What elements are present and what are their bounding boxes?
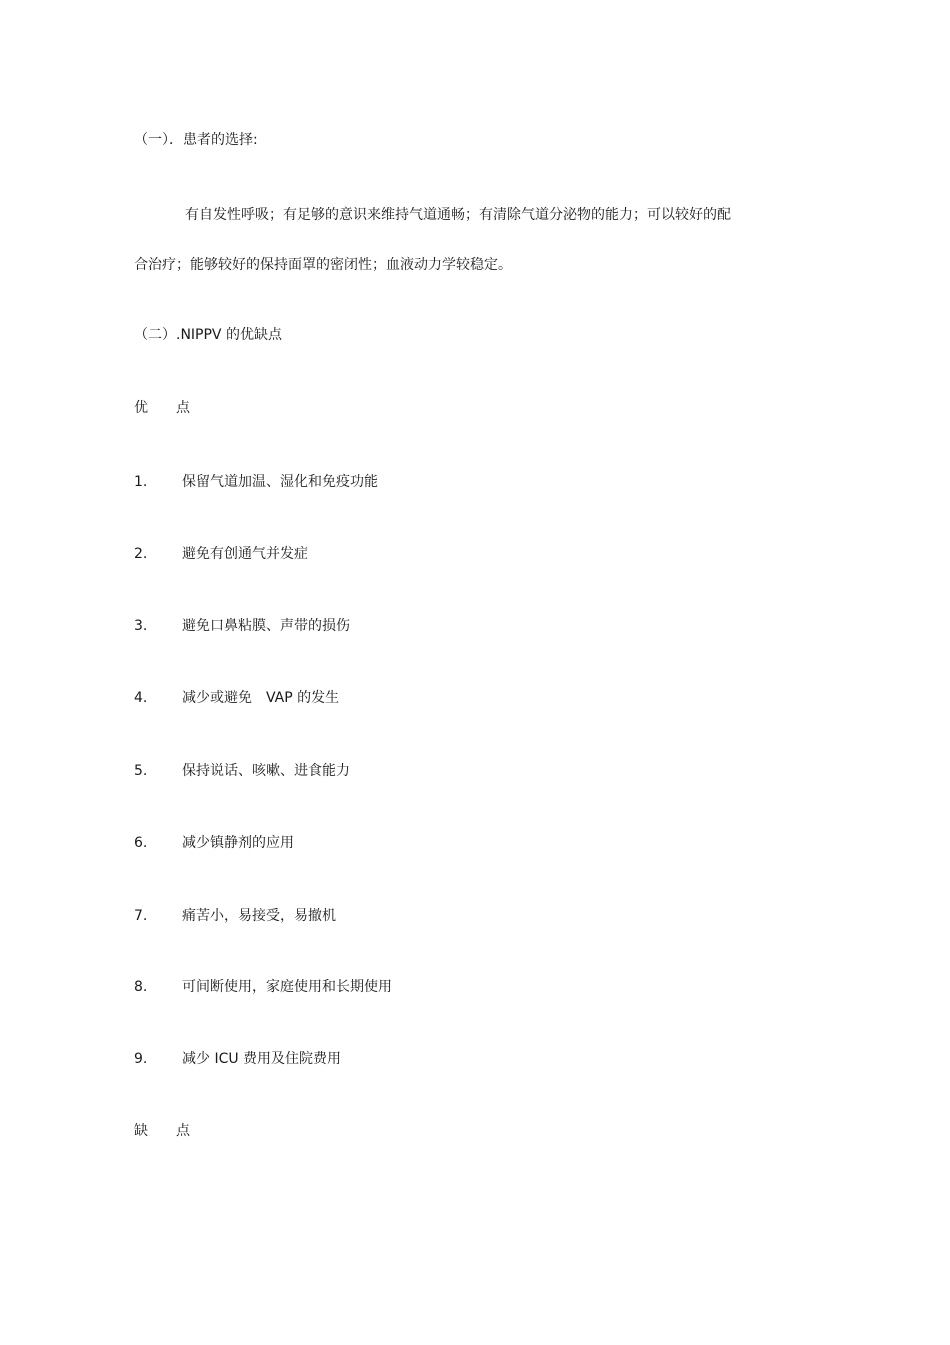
- section2-heading: （二）.NIPPV 的优缺点: [134, 327, 282, 343]
- list-item-number: 4.: [134, 690, 148, 706]
- list-item-text: 保留气道加温、湿化和免疫功能: [182, 474, 378, 490]
- list-item-text: 减少镇静剂的应用: [182, 835, 294, 851]
- list-item: [134, 833, 294, 853]
- list-item-text: 痛苦小，易接受，易撤机: [182, 908, 336, 924]
- disadvantages-label: [134, 1121, 190, 1141]
- list-item-text: 减少 ICU 费用及住院费用: [182, 1051, 342, 1067]
- section1-heading: （一）．患者的选择:: [134, 132, 258, 148]
- list-item-number: 8.: [134, 979, 148, 995]
- disadvantages-label-char1: 缺: [134, 1123, 148, 1139]
- list-item-number: 7.: [134, 908, 148, 924]
- list-item: [134, 1049, 341, 1069]
- list-item-number: 5.: [134, 763, 148, 779]
- list-item: [134, 688, 339, 708]
- list-item-number: 2.: [134, 546, 148, 562]
- advantages-label: [134, 398, 190, 418]
- list-item: [134, 906, 336, 926]
- list-item-number: 6.: [134, 835, 148, 851]
- list-item: [134, 616, 350, 636]
- list-item-text: 避免有创通气并发症: [182, 546, 308, 562]
- section1-paragraph-line2: 合治疗；能够较好的保持面罩的密闭性；血液动力学较稳定。: [134, 257, 512, 273]
- list-item-number: 3.: [134, 618, 148, 634]
- advantages-label-char2: 点: [176, 400, 190, 416]
- list-item-text: 可间断使用，家庭使用和长期使用: [182, 979, 392, 995]
- disadvantages-label-char2: 点: [176, 1123, 190, 1139]
- list-item: [134, 472, 378, 492]
- list-item: [134, 977, 392, 997]
- list-item-text: 保持说话、咳嗽、进食能力: [182, 763, 350, 779]
- list-item-text: 减少或避免 VAP 的发生: [182, 690, 340, 706]
- list-item-text: 避免口鼻粘膜、声带的损伤: [182, 618, 350, 634]
- list-item-number: 1.: [134, 474, 148, 490]
- advantages-label-char1: 优: [134, 400, 148, 416]
- list-item-number: 9.: [134, 1051, 148, 1067]
- section1-paragraph-line1: 有自发性呼吸；有足够的意识来维持气道通畅；有清除气道分泌物的能力；可以较好的配: [185, 207, 731, 223]
- list-item: [134, 761, 350, 781]
- list-item: [134, 544, 308, 564]
